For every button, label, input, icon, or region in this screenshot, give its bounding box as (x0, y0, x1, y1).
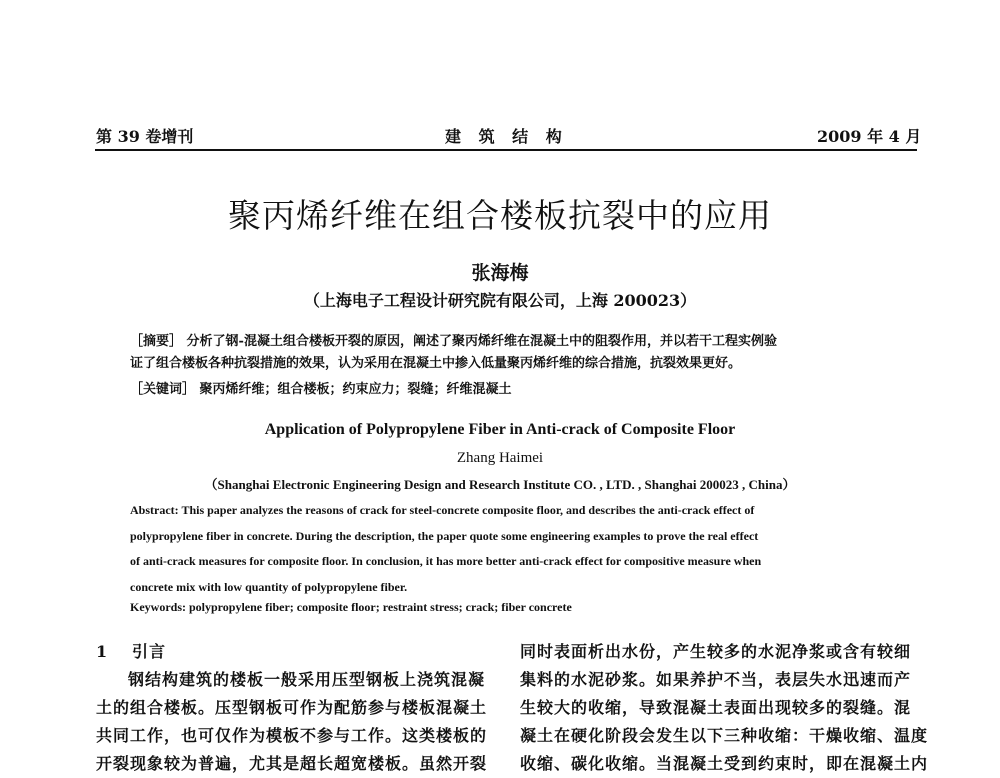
abstract-cn-line: 证了组合楼板各种抗裂措施的效果，认为采用在混凝土中掺入低量聚丙烯纤维的综合措施，抗裂效果更好。 (130, 356, 742, 371)
body-line: 集料的水泥砂浆。如果养护不当，表层失水迅速而产 (520, 670, 912, 689)
journal-date: 2009 年 4 月 (817, 127, 922, 146)
abstract-cn (130, 331, 890, 375)
journal-name: 建 筑 结 构 (445, 127, 568, 146)
section-number: 1 (96, 642, 109, 661)
body-line: 钢结构建筑的楼板一般采用压型钢板上浇筑混凝 (128, 670, 486, 689)
affiliation-cn: （上海电子工程设计研究院有限公司，上海 200023） (303, 291, 697, 310)
abstract-en-label: Abstract: (130, 503, 179, 517)
abstract-en-line: concrete mix with low quantity of polypropylene fiber. (130, 579, 408, 594)
header-rule (95, 149, 917, 151)
body-line: 生较大的收缩，导致混凝土表面出现较多的裂缝。混 (520, 698, 912, 717)
body-line: 同时表面析出水份，产生较多的水泥净浆或含有较细 (520, 642, 912, 661)
body-right-column (520, 638, 929, 778)
section-heading (96, 638, 491, 666)
body-line: 凝土在硬化阶段会发生以下三种收缩：干燥收缩、温度 (520, 726, 929, 745)
paper-title-en: Application of Polypropylene Fiber in Anti-crack of Composite Floor (264, 421, 736, 438)
abstract-cn-line: 分析了钢-混凝土组合楼板开裂的原因，阐述了聚丙烯纤维在混凝土中的阻裂作用，并以若干工程实例验 (186, 334, 777, 349)
body-left-column (96, 638, 491, 778)
keywords-cn-label: ［关键词］ (130, 382, 196, 397)
section-title: 引言 (132, 642, 167, 661)
body-line: 开裂现象较为普遍，尤其是超长超宽楼板。虽然开裂 (96, 754, 488, 773)
keywords-cn (130, 378, 890, 397)
affiliation-en: （Shanghai Electronic Engineering Design and Research Institute CO. , LTD. , Shanghai 200023 , China） (204, 477, 796, 492)
body-line: 收缩、碳化收缩。当混凝土受到约束时，即在混凝土内 (520, 754, 929, 773)
abstract-en-line: of anti-crack measures for composite floor. In conclusion, it has more better anti-crack effect for compositive measure when (130, 554, 762, 568)
body-line: 共同工作，也可仅作为模板不参与工作。这类楼板的 (96, 726, 488, 745)
abstract-en-line: This paper analyzes the reasons of crack for steel-concrete composite floor, and describes the anti-crack effect of (181, 503, 755, 517)
paper-title-cn: 聚丙烯纤维在组合楼板抗裂中的应用 (228, 196, 772, 235)
keywords-en-label: Keywords: (130, 600, 186, 614)
keywords-en-text: polypropylene fiber; composite floor; restraint stress; crack; fiber concrete (189, 600, 572, 614)
keywords-cn-text: 聚丙烯纤维；组合楼板；约束应力；裂缝；纤维混凝土 (199, 382, 512, 397)
body-line: 土的组合楼板。压型钢板可作为配筋参与楼板混凝土 (96, 698, 488, 717)
abstract-cn-label: ［摘要］ (130, 334, 183, 349)
author-cn: 张海梅 (471, 262, 529, 284)
abstract-en-line: polypropylene fiber in concrete. During the description, the paper quote some engineering examples to prove the real effect (130, 528, 759, 543)
author-en: Zhang Haimei (456, 450, 544, 466)
keywords-en (130, 600, 875, 615)
abstract-en (130, 498, 875, 600)
journal-volume: 第 39 卷增刊 (96, 127, 194, 146)
